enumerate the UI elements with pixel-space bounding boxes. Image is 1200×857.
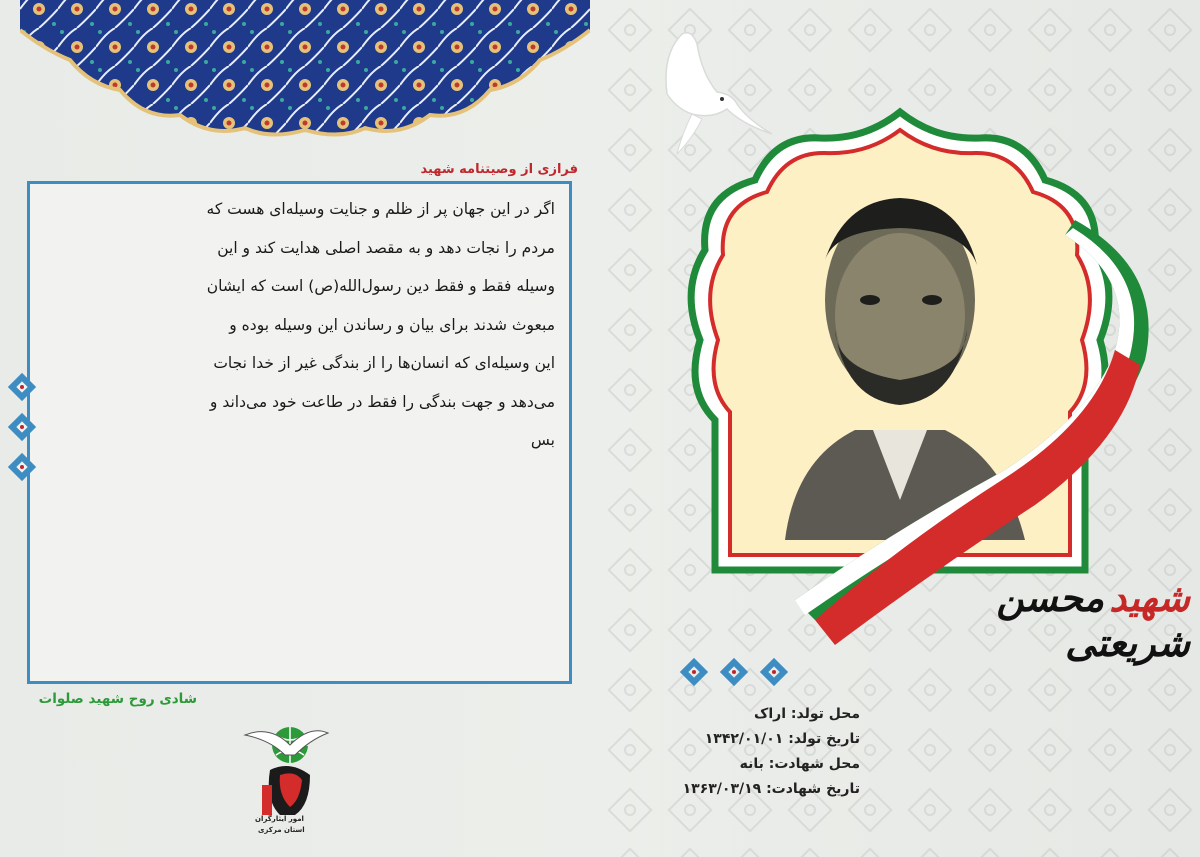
info-diamond-ornaments [674, 655, 794, 689]
birth-place: محل تولد: اراک [754, 706, 860, 722]
will-text [45, 190, 555, 460]
martyr-full-name: محسن شریعتی [996, 575, 1190, 665]
salavat-text: شادی روح شهید صلوات [38, 691, 197, 707]
martyr-info [683, 702, 860, 802]
will-line: بس [530, 431, 555, 449]
martyrdom-place: محل شهادت: بانه [739, 756, 860, 772]
martyr-prefix: شهید [1109, 575, 1190, 620]
martyrdom-date: تاریخ شهادت: ۱۳۶۳/۰۳/۱۹ [682, 781, 860, 797]
will-excerpt-title: فرازی از وصیتنامه شهید [420, 162, 578, 177]
will-line: مردم را نجات دهد و به مقصد اصلی هدایت کند و این [217, 238, 555, 257]
side-diamond-ornaments [4, 373, 40, 483]
will-line: وسیله فقط و فقط دین رسول‌الله(ص) است که ایشان [206, 277, 555, 295]
logo-line-2: استان مرکزی [258, 826, 305, 834]
birth-date: تاریخ تولد: ۱۳۴۲/۰۱/۰۱ [704, 731, 860, 747]
will-line: اگر در این جهان پر از ظلم و جنایت وسیله‌ای هست که [206, 200, 555, 218]
martyr-name-title [890, 575, 1190, 665]
islamic-tile-ornament [20, 0, 590, 140]
will-line: می‌دهد و جهت بندگی را فقط در طاعت خود می‌داند و [209, 392, 555, 411]
will-line: مبعوث شدند برای بیان و رساندن این وسیله بوده و [229, 315, 555, 334]
logo-line-1: امور ایثارگران [255, 815, 304, 823]
will-line: این وسیله‌ای که انسان‌ها را از بندگی غیر از خدا نجات [213, 354, 555, 372]
